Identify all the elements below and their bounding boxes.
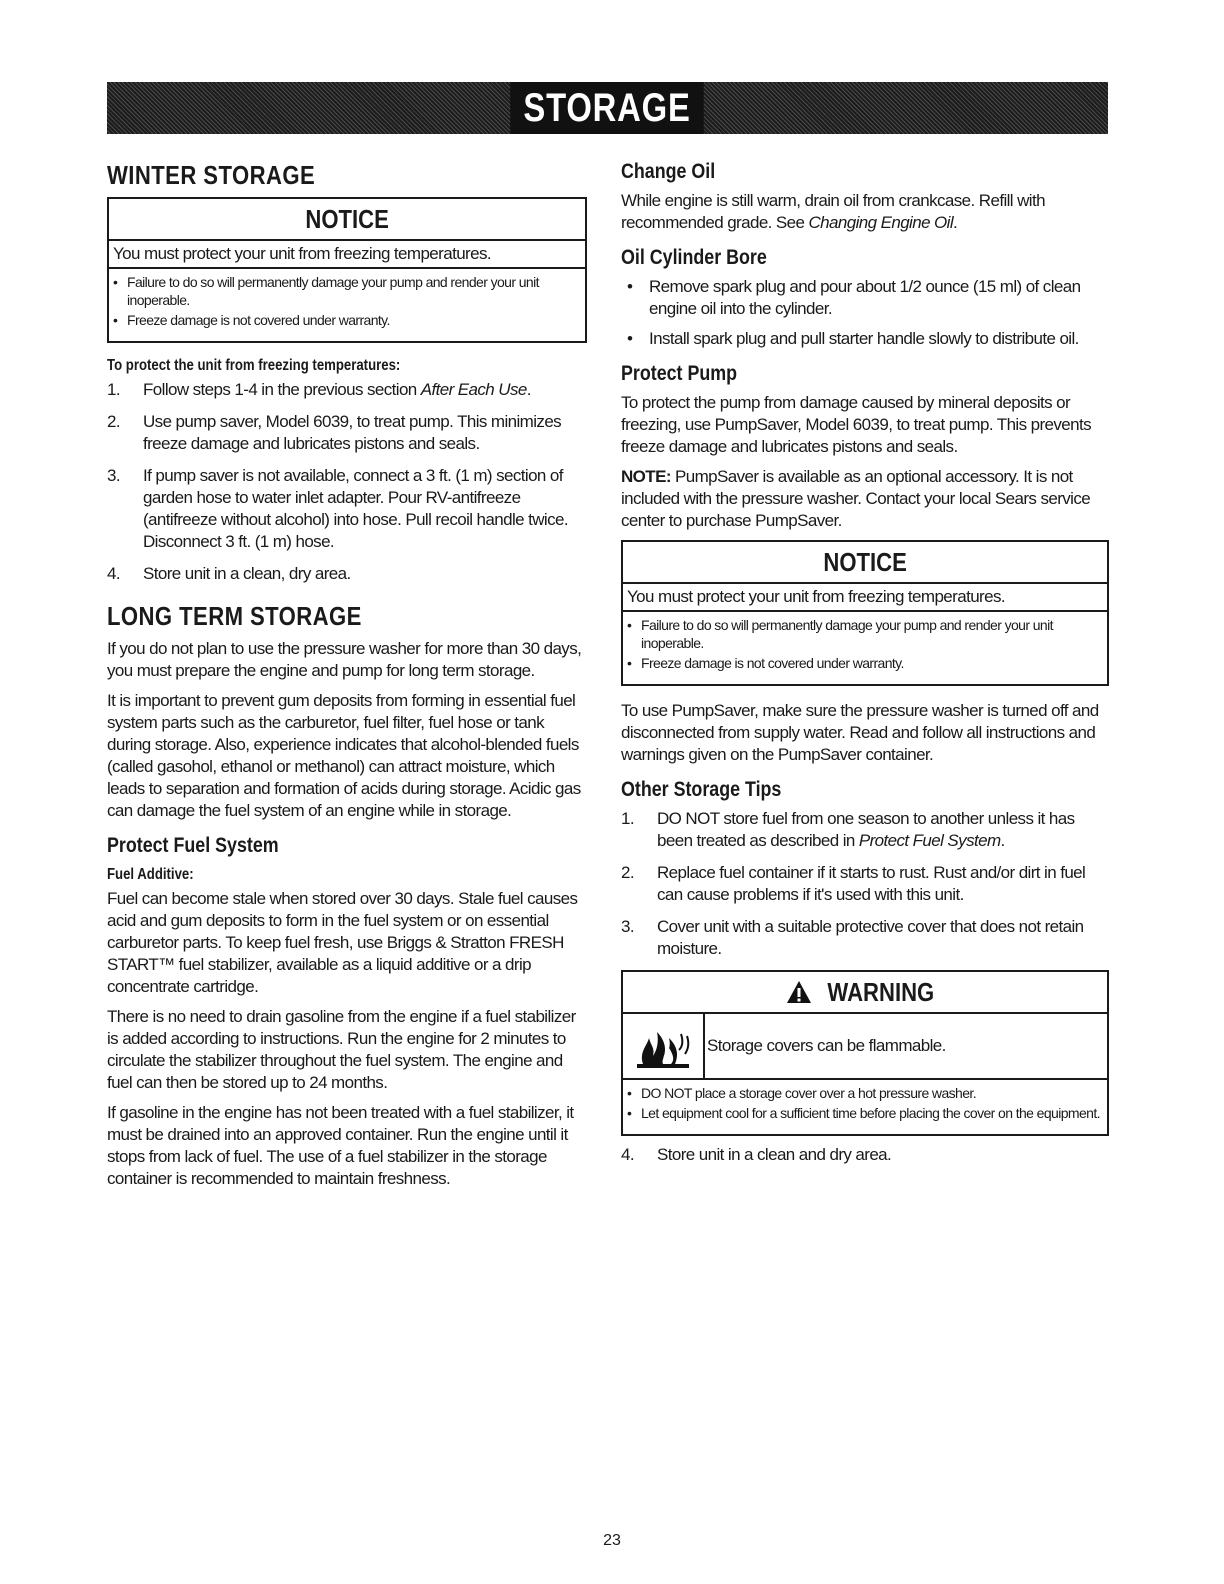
paragraph: If you do not plan to use the pressure washer for more than 30 days, you must prepare the engine and pump for long term storage.: [107, 639, 582, 680]
notice-lead: You must protect your unit from freezing temperatures.: [109, 241, 585, 269]
winter-steps: [107, 379, 587, 585]
section-reference: Protect Fuel System: [858, 831, 1001, 850]
section-reference: Changing Engine Oil: [808, 213, 954, 232]
list-item: 2. Use pump saver, Model 6039, to treat pump. This minimizes freeze damage and lubricates pistons and seals.: [107, 412, 562, 453]
notice-item: • Freeze damage is not covered under warranty.: [113, 311, 581, 329]
notice-lead: You must protect your unit from freezing temperatures.: [623, 584, 1107, 612]
paragraph: To use PumpSaver, make sure the pressure washer is turned off and disconnected from supply water. Read and follow all instructions and warnings given on the PumpSaver container.: [621, 701, 1099, 764]
warning-triangle-icon: [786, 980, 812, 1004]
paragraph: If gasoline in the engine has not been treated with a fuel stabilizer, it must be drained into an approved container. Run the engine until it stops from lack of fuel. The use of a fuel stabilizer in the storage container is recommended to maintain freshness.: [107, 1103, 574, 1188]
notice-title: NOTICE: [305, 204, 389, 234]
page-title: STORAGE: [511, 82, 705, 134]
paragraph: While engine is still warm, drain oil from crankcase. Refill with recommended grade. See Changing Engine Oil.: [621, 191, 1045, 232]
page-number: 23: [603, 1532, 621, 1549]
storage-banner: [107, 82, 1108, 134]
list-item: • Install spark plug and pull starter handle slowly to distribute oil.: [621, 328, 1109, 350]
notice-item: • Failure to do so will permanently damage your pump and render your unit inoperable.: [627, 616, 1103, 652]
warning-item: • Let equipment cool for a sufficient time before placing the cover on the equipment.: [627, 1104, 1103, 1122]
warning-lead: Storage covers can be flammable.: [707, 1036, 946, 1055]
paragraph: There is no need to drain gasoline from the engine if a fuel stabilizer is added according to instructions. Run the engine for 2 minutes to circulate the stabilizer throughout the fuel system. The engine and fuel can then be stored up to 24 months.: [107, 1007, 576, 1092]
protect-pump-heading: Protect Pump: [621, 362, 738, 385]
warning-item: • DO NOT place a storage cover over a hot pressure washer.: [627, 1084, 1103, 1102]
list-item: 3. Cover unit with a suitable protective cover that does not retain moisture.: [621, 917, 1084, 958]
note-paragraph: NOTE: PumpSaver is available as an optional accessory. It is not included with the pressure washer. Contact your local Sears service center to purchase PumpSaver.: [621, 467, 1091, 530]
left-column: [107, 160, 587, 1198]
paragraph: Fuel can become stale when stored over 30 days. Stale fuel causes acid and gum deposits to form in the fuel system or on essential carburetor parts. To keep fuel fresh, use Briggs & Stratton FRESH START™ fuel stabilizer, available as a liquid additive or a drip concentrate cartridge.: [107, 889, 578, 996]
notice-list: [109, 269, 585, 335]
protect-unit-heading: To protect the unit from freezing temperatures:: [107, 357, 401, 374]
notice-box-pump: [621, 540, 1109, 686]
fuel-additive-heading: Fuel Additive:: [107, 866, 194, 883]
notice-item: • Freeze damage is not covered under warranty.: [627, 654, 1103, 672]
tips-list-continued: [621, 1144, 1109, 1166]
warning-title: WARNING: [827, 977, 935, 1007]
right-column: [621, 160, 1109, 1176]
note-label: NOTE:: [621, 467, 671, 486]
notice-box-winter: [107, 197, 587, 343]
list-item: 4. Store unit in a clean, dry area.: [107, 564, 351, 583]
other-storage-tips-heading: Other Storage Tips: [621, 778, 782, 801]
protect-fuel-system-heading: Protect Fuel System: [107, 834, 279, 857]
cylinder-list: [621, 276, 1109, 350]
list-item: 1. DO NOT store fuel from one season to another unless it has been treated as described in Protect Fuel System.: [621, 809, 1075, 850]
notice-list: [623, 612, 1107, 678]
list-item: 1. Follow steps 1-4 in the previous section After Each Use.: [107, 380, 531, 399]
change-oil-heading: Change Oil: [621, 160, 716, 183]
list-item: 4. Store unit in a clean and dry area.: [621, 1145, 892, 1164]
section-reference: After Each Use: [420, 380, 527, 399]
list-item: • Remove spark plug and pour about 1/2 ounce (15 ml) of clean engine oil into the cylinder.: [621, 276, 1109, 320]
list-item: 2. Replace fuel container if it starts to rust. Rust and/or dirt in fuel can cause problems if it's used with this unit.: [621, 863, 1086, 904]
oil-cylinder-bore-heading: Oil Cylinder Bore: [621, 246, 767, 269]
notice-title: NOTICE: [823, 547, 907, 577]
warning-list: [623, 1080, 1107, 1128]
warning-box: [621, 970, 1109, 1136]
tips-list: [621, 808, 1109, 960]
long-term-storage-heading: LONG TERM STORAGE: [107, 601, 362, 631]
winter-storage-heading: WINTER STORAGE: [107, 160, 316, 190]
list-item: 3. If pump saver is not available, connect a 3 ft. (1 m) section of garden hose to water inlet adapter. Pour RV-antifreeze (antifreeze without alcohol) into hose. Pull recoil handle twice. Disconnect 3 ft. (1 m) hose.: [107, 466, 568, 551]
notice-item: • Failure to do so will permanently damage your pump and render your unit inoperable.: [113, 273, 581, 309]
paragraph: It is important to prevent gum deposits from forming in essential fuel system parts such as the carburetor, fuel filter, fuel hose or tank during storage. Also, experience indicates that alcohol-blended fuels (called gasohol, ethanol or methanol) can attract moisture, which leads to separation and formation of acids during storage. Acidic gas can damage the fuel system of an engine while in storage.: [107, 691, 581, 820]
paragraph: To protect the pump from damage caused by mineral deposits or freezing, use PumpSaver, Model 6039, to treat pump. This prevents freeze damage and lubricates pistons and seals.: [621, 393, 1092, 456]
fire-icon: [633, 1020, 693, 1072]
